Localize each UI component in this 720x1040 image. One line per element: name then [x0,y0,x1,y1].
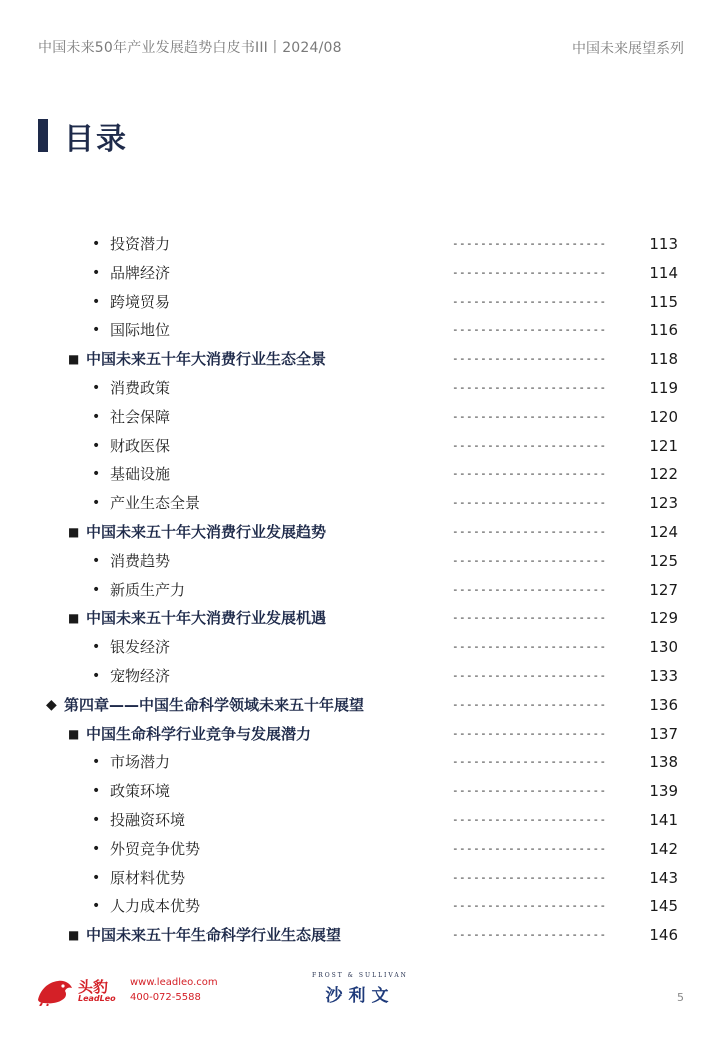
square-bullet-icon: ■ [68,525,80,539]
leadleo-logo [36,974,216,1014]
toc-entry-label: 财政医保 [110,436,171,455]
toc-page-number: 113 [649,235,678,253]
toc-entry-label: 新质生产力 [110,580,186,599]
toc-leader-dashes: ---------------------- [452,553,607,567]
header-series-name: 中国未来展望系列 [572,41,684,57]
toc-page-number: 120 [649,407,678,426]
square-bullet-icon: ■ [68,726,80,741]
toc-leader-dashes: ---------------------- [452,928,607,942]
toc-page-number: 123 [649,494,678,513]
toc-entry-label: 中国未来五十年生命科学行业生态展望 [86,926,342,945]
toc-page-number: 121 [649,436,678,455]
dot-bullet-icon: • [92,639,101,656]
toc-entry-label: 宠物经济 [110,667,171,685]
page-number: 5 [677,991,684,1004]
dot-bullet-icon: • [92,552,101,569]
toc-page-number: 129 [649,609,678,628]
toc-entry[interactable] [0,892,720,920]
toc-entry[interactable] [0,288,720,316]
toc-page-number: 122 [649,465,678,484]
toc-page-number: 125 [649,551,678,570]
toc-entry-label: 中国未来五十年大消费行业发展趋势 [86,523,327,541]
toc-page-number: 119 [649,379,678,397]
toc-page-number: 130 [649,638,678,657]
toc-entry-label: 原材料优势 [110,868,186,887]
toc-page-number: 136 [649,695,678,714]
dot-bullet-icon: • [92,869,101,886]
toc-leader-dashes: ---------------------- [452,409,607,423]
toc-entry[interactable] [0,374,720,402]
dot-bullet-icon: • [92,380,101,396]
toc-leader-dashes: ---------------------- [452,381,607,394]
toc-page-number: 124 [649,523,678,541]
square-bullet-icon: ■ [68,611,80,626]
frost-sullivan-logo [300,972,420,1008]
toc-leader-dashes: ---------------------- [452,870,607,884]
frost-sullivan-en: FROST & SULLIVAN [312,972,408,979]
toc-leader-dashes: ---------------------- [452,496,607,510]
toc-leader-dashes: ---------------------- [452,755,607,769]
toc-page-number: 133 [649,667,678,685]
toc-leader-dashes: ---------------------- [452,611,607,625]
dot-bullet-icon: • [92,581,101,598]
toc-entry-label: 第四章——中国生命科学领域未来五十年展望 [64,695,365,714]
toc-leader-dashes: ---------------------- [452,323,607,337]
toc-entry[interactable] [0,604,720,632]
toc-leader-dashes: ---------------------- [452,352,607,366]
toc-entry[interactable] [0,720,720,748]
toc-page-number: 139 [649,782,678,801]
toc-leader-dashes: ---------------------- [452,784,607,798]
toc-page-number: 138 [649,753,678,772]
toc-entry[interactable] [0,864,720,892]
toc-leader-dashes: ---------------------- [452,726,607,740]
toc-entry-label: 中国未来五十年大消费行业发展机遇 [86,609,327,628]
toc-entry[interactable] [0,921,720,949]
toc-page-number: 114 [649,263,678,282]
dot-bullet-icon: • [92,264,101,281]
toc-page-number: 116 [649,321,678,340]
leadleo-phone: 400-072-5588 [130,992,201,1003]
dot-bullet-icon: • [92,812,101,828]
toc-entry[interactable] [0,633,720,661]
toc-leader-dashes: ---------------------- [452,813,607,826]
toc-leader-dashes: ---------------------- [452,265,607,279]
dot-bullet-icon: • [92,293,101,310]
toc-entry[interactable] [0,489,720,517]
dot-bullet-icon: • [92,840,101,857]
toc-page-number: 127 [649,580,678,599]
toc-page-number: 137 [649,724,678,743]
toc-page-number: 142 [649,839,678,858]
toc-entry-label: 中国生命科学行业竞争与发展潜力 [86,724,312,743]
toc-entry-label: 人力成本优势 [110,897,201,916]
toc-entry-label: 社会保障 [110,407,171,426]
toc-entry-label: 市场潜力 [110,753,171,772]
toc-leader-dashes: ---------------------- [452,841,607,855]
toc-entry-label: 消费政策 [110,379,171,397]
toc-entry-label: 产业生态全景 [110,494,201,513]
toc-entry[interactable] [0,547,720,575]
toc-entry[interactable] [0,403,720,431]
page-title: 目录 [64,122,128,157]
toc-entry[interactable] [0,432,720,460]
toc-entry-label: 基础设施 [110,465,171,484]
toc-entry-label: 外贸竞争优势 [110,839,201,858]
toc-entry[interactable] [0,835,720,863]
toc-leader-dashes: ---------------------- [452,899,607,913]
toc-entry-label: 投融资环境 [110,811,186,829]
dot-bullet-icon: • [92,668,101,684]
toc-leader-dashes: ---------------------- [452,697,607,711]
leadleo-sub-text: LeadLeo [78,994,116,1003]
toc-leader-dashes: ---------------------- [452,582,607,596]
leadleo-leopard-icon [36,976,74,1006]
dot-bullet-icon: • [92,898,101,915]
toc-entry-label: 消费趋势 [110,551,171,570]
toc-entry[interactable] [0,518,720,546]
toc-entry-label: 中国未来五十年大消费行业生态全景 [86,350,327,369]
square-bullet-icon: ■ [68,928,80,943]
toc-leader-dashes: ---------------------- [452,237,607,250]
toc-entry-label: 品牌经济 [110,263,171,282]
toc-entry[interactable] [0,691,720,719]
toc-entry-label: 国际地位 [110,321,171,340]
toc-leader-dashes: ---------------------- [452,525,607,538]
header-report-title: 中国未来50年产业发展趋势白皮书III丨2024/08 [38,40,342,56]
toc-entry[interactable] [0,316,720,344]
toc-entry[interactable] [0,662,720,690]
dot-bullet-icon: • [92,236,101,252]
toc-entry-label: 政策环境 [110,782,171,801]
square-bullet-icon: ■ [68,352,80,367]
toc-page-number: 141 [649,811,678,829]
dot-bullet-icon: • [92,408,101,425]
dot-bullet-icon: • [92,754,101,771]
leadleo-brand-text: 头豹 [78,978,109,996]
toc-entry[interactable] [0,230,720,258]
toc-leader-dashes: ---------------------- [452,669,607,682]
frost-sullivan-cn: 沙利文 [325,986,395,1006]
toc-leader-dashes: ---------------------- [452,294,607,308]
toc-entry[interactable] [0,259,720,287]
dot-bullet-icon: • [92,437,101,454]
toc-page-number: 146 [649,926,678,945]
toc-entry[interactable] [0,345,720,373]
toc-entry[interactable] [0,806,720,834]
toc-entry[interactable] [0,576,720,604]
toc-entry-label: 银发经济 [110,638,171,657]
title-accent-bar [38,119,48,152]
diamond-bullet-icon: ◆ [46,696,57,713]
dot-bullet-icon: • [92,495,101,512]
toc-entry[interactable] [0,748,720,776]
dot-bullet-icon: • [92,466,101,483]
toc-entry[interactable] [0,777,720,805]
leadleo-website: www.leadleo.com [130,977,218,988]
toc-leader-dashes: ---------------------- [452,640,607,654]
dot-bullet-icon: • [92,322,101,339]
toc-entry-label: 投资潜力 [110,235,171,253]
toc-leader-dashes: ---------------------- [452,438,607,452]
toc-page-number: 145 [649,897,678,916]
toc-entry-label: 跨境贸易 [110,292,171,311]
toc-entry[interactable] [0,460,720,488]
toc-page-number: 143 [649,868,678,887]
toc-page-number: 118 [649,350,678,369]
toc-page-number: 115 [649,292,678,311]
toc-leader-dashes: ---------------------- [452,467,607,481]
dot-bullet-icon: • [92,783,101,800]
